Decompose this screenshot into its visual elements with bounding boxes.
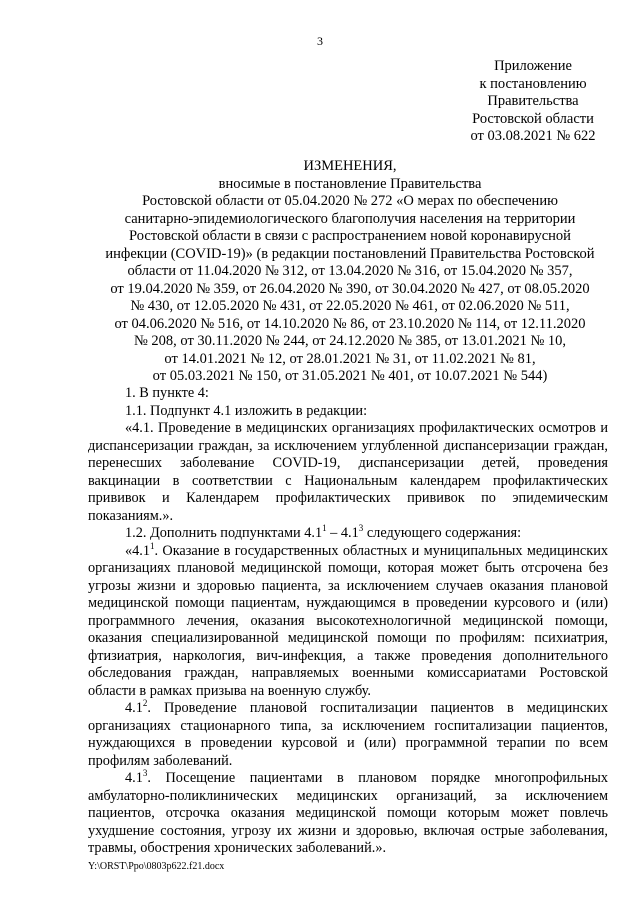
paragraph-subitem-4-1-3 [88, 770, 608, 858]
subtitle-line: области от 11.04.2020 № 312, от 13.04.2020 № 316, от 15.04.2020 № 357, [127, 263, 573, 279]
document-title: ИЗМЕНЕНИЯ, [303, 158, 397, 174]
subitem-text: . Оказание в государственных областных и муниципальных медицинских организациях плановой медицинской помощи, которая может быть отсрочена без угрозы жизни и здоровью пациента, за исключением случаев оказания плановой медицинской помощи пациентам, нуждающимся в проведении курсового и (или) программного лечения, оказания высокотехнологичной медицинской помощи, оказания специализированной медицинской помощи по профилям: психиатрия, фтизиатрия, наркология, вич-инфекция, а также проведения дополнительного обследования граждан, направляемых военными комиссариатами Ростовской области в рамках призыва на военную службу. [88, 542, 608, 699]
paragraph-subitem-4-1: «4.1. Проведение в медицинских организациях профилактических осмотров и диспансеризации граждан, за исключением углубленной диспансеризации граждан, перенесших заболевание COVID-19, диспансеризации детей, проведения вакцинации в соответствии с Национальным календарем профилактических прививок и Календарем профилактических прививок по эпидемическим показаниям.». [88, 420, 608, 524]
appendix-line: Приложение [494, 58, 572, 74]
subtitle-line: от 04.06.2020 № 516, от 14.10.2020 № 86, от 23.10.2020 № 114, от 12.11.2020 [114, 315, 586, 332]
paragraph-subitem-4-1-1 [88, 540, 608, 701]
subitem-number: 4.1 [125, 770, 143, 786]
footer-file-path: Y:\ORST\Ppo\0803p622.f21.docx [88, 861, 225, 872]
superscript: 1 [322, 523, 327, 534]
subitem-text: . Проведение плановой госпитализации пациентов в медицинских организациях стационарного типа, за исключением госпитализации пациентов, нуждающихся в проведении курсовой и (или) программной терапии по всем профилям заболеваний. [88, 700, 608, 769]
paragraph-item-1-1: 1.1. Подпункт 4.1 изложить в редакции: [125, 402, 368, 419]
paragraph-item-1-2 [88, 525, 608, 543]
subtitle-line: вносимые в постановление Правительства [218, 175, 482, 192]
superscript: 2 [142, 698, 148, 709]
superscript: 3 [142, 768, 148, 779]
subitem-number: 4.1 [125, 700, 143, 716]
text-fragment: 1.2. Дополнить подпунктами 4.1 [125, 525, 323, 541]
text-fragment: – 4.1 [326, 525, 359, 541]
subitem-number: «4.1 [125, 542, 151, 559]
appendix-line: от 03.08.2021 № 622 [470, 128, 596, 144]
document-body [88, 385, 608, 858]
subtitle-line: № 208, от 30.11.2020 № 244, от 24.12.2020 № 385, от 13.01.2021 № 10, [133, 333, 567, 349]
paragraph-item-1: 1. В пункте 4: [125, 385, 209, 401]
subtitle-line: от 05.03.2021 № 150, от 31.05.2021 № 401, от 10.07.2021 № 544) [152, 368, 548, 384]
subitem-text: . Посещение пациентами в плановом порядке многопрофильных амбулаторно-поликлинических медицинских организаций, за исключением пациентов, отсрочка оказания медицинской помощи которым может повлечь ухудшение состояния, угрозу их жизни и здоровью, включая острые заболевания, травмы, обострения хронических заболеваний.». [88, 770, 608, 856]
subtitle-line: санитарно-эпидемиологического благополучия населения на территории [124, 210, 576, 227]
appendix-line: к постановлению [479, 75, 587, 92]
paragraph-subitem-4-1-2 [88, 700, 608, 770]
subtitle-line: Ростовской области от 05.04.2020 № 272 «О мерах по обеспечению [142, 193, 558, 209]
superscript: 3 [358, 523, 364, 534]
subtitle-line: от 14.01.2021 № 12, от 28.01.2021 № 31, от 11.02.2021 № 81, [164, 350, 536, 367]
subtitle-line: от 19.04.2020 № 359, от 26.04.2020 № 390, от 30.04.2020 № 427, от 08.05.2020 [110, 280, 590, 297]
appendix-line: Ростовской области [472, 110, 594, 127]
appendix-line: Правительства [487, 93, 579, 109]
superscript: 1 [150, 540, 155, 551]
page-number: 3 [317, 34, 323, 48]
subtitle-line: инфекции (COVID-19)» (в редакции постановлений Правительства Ростовской [105, 245, 595, 262]
text-fragment: следующего содержания: [363, 525, 522, 541]
subtitle-line: № 430, от 12.05.2020 № 431, от 22.05.2020 № 461, от 02.06.2020 № 511, [130, 298, 570, 314]
appendix-block [458, 58, 608, 146]
subtitle-line: Ростовской области в связи с распространением новой коронавирусной [129, 228, 571, 244]
document-title-block [95, 158, 605, 386]
